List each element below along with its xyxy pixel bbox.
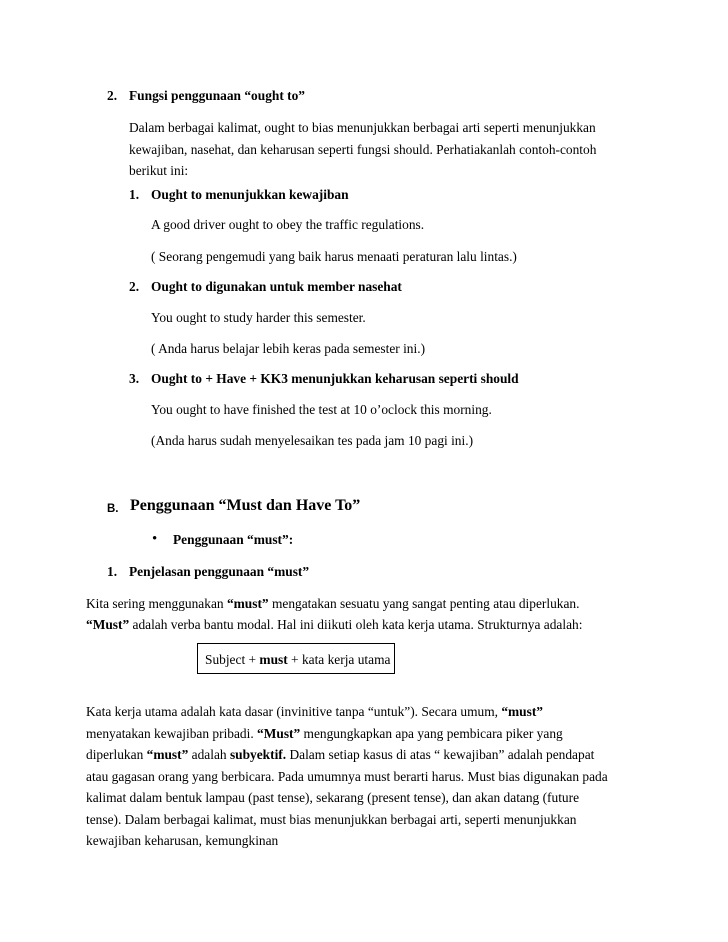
structure-formula: Subject + must + kata kerja utama: [205, 652, 391, 667]
item-3-example: You ought to have finished the test at 10 o’oclock this morning.: [151, 402, 492, 417]
intro-line-1: Dalam berbagai kalimat, ought to bias menunjukkan berbagai arti seperti menunjukkan: [129, 120, 596, 135]
point-1-title: Penjelasan penggunaan “must”: [129, 564, 310, 579]
section-b-number: B.: [107, 503, 119, 515]
bullet-icon: •: [152, 531, 158, 547]
item-1-number: 1.: [129, 187, 140, 202]
intro-line-2: kewajiban, nasehat, dan keharusan seperti fungsi should. Perhatiakanlah contoh-contoh: [129, 142, 597, 157]
paragraph-line-1: Kata kerja utama adalah kata dasar (invinitive tanpa “untuk”). Secara umum, “must”: [86, 704, 543, 719]
paragraph-line-6: tense). Dalam berbagai kalimat, must bias menunjukkan berbagai arti, seperti menunjukkan: [86, 812, 577, 827]
explanation-line-2: “Must” adalah verba bantu modal. Hal ini diikuti oleh kata kerja utama. Strukturnya adalah:: [86, 617, 583, 632]
section-2-title: Fungsi penggunaan “ought to”: [129, 88, 305, 103]
paragraph-line-3: diperlukan “must” adalah subyektif. Dalam setiap kasus di atas “ kewajiban” adalah pendapat: [86, 747, 595, 762]
item-3-number: 3.: [129, 371, 140, 386]
section-b-title: Penggunaan “Must dan Have To”: [130, 497, 361, 514]
paragraph-line-4: atau gagasan orang yang berbicara. Pada umumnya must berarti harus. Must bias digunakan pada: [86, 769, 608, 784]
item-1-title: Ought to menunjukkan kewajiban: [151, 187, 349, 202]
explanation-line-1: Kita sering menggunakan “must” mengatakan sesuatu yang sangat penting atau diperlukan.: [86, 596, 580, 611]
paragraph-line-7: kewajiban keharusan, kemungkinan: [86, 833, 279, 848]
intro-line-3: berikut ini:: [129, 163, 189, 178]
paragraph-line-2: menyatakan kewajiban pribadi. “Must” mengungkapkan apa yang pembicara piker yang: [86, 726, 563, 741]
item-3-title: Ought to + Have + KK3 menunjukkan keharusan seperti should: [151, 371, 519, 386]
bullet-text: Penggunaan “must”:: [173, 532, 294, 547]
item-1-example: A good driver ought to obey the traffic regulations.: [151, 217, 425, 232]
point-1-number: 1.: [107, 564, 118, 579]
item-2-title: Ought to digunakan untuk member nasehat: [151, 279, 402, 294]
item-1-translation: ( Seorang pengemudi yang baik harus menaati peraturan lalu lintas.): [151, 249, 517, 264]
section-2-number: 2.: [107, 88, 118, 103]
item-2-number: 2.: [129, 279, 140, 294]
paragraph-line-5: kalimat dalam bentuk lampau (past tense), sekarang (present tense), dan akan datang (future: [86, 790, 580, 805]
item-2-example: You ought to study harder this semester.: [151, 310, 366, 325]
item-3-translation: (Anda harus sudah menyelesaikan tes pada jam 10 pagi ini.): [151, 433, 474, 448]
item-2-translation: ( Anda harus belajar lebih keras pada semester ini.): [151, 341, 426, 356]
